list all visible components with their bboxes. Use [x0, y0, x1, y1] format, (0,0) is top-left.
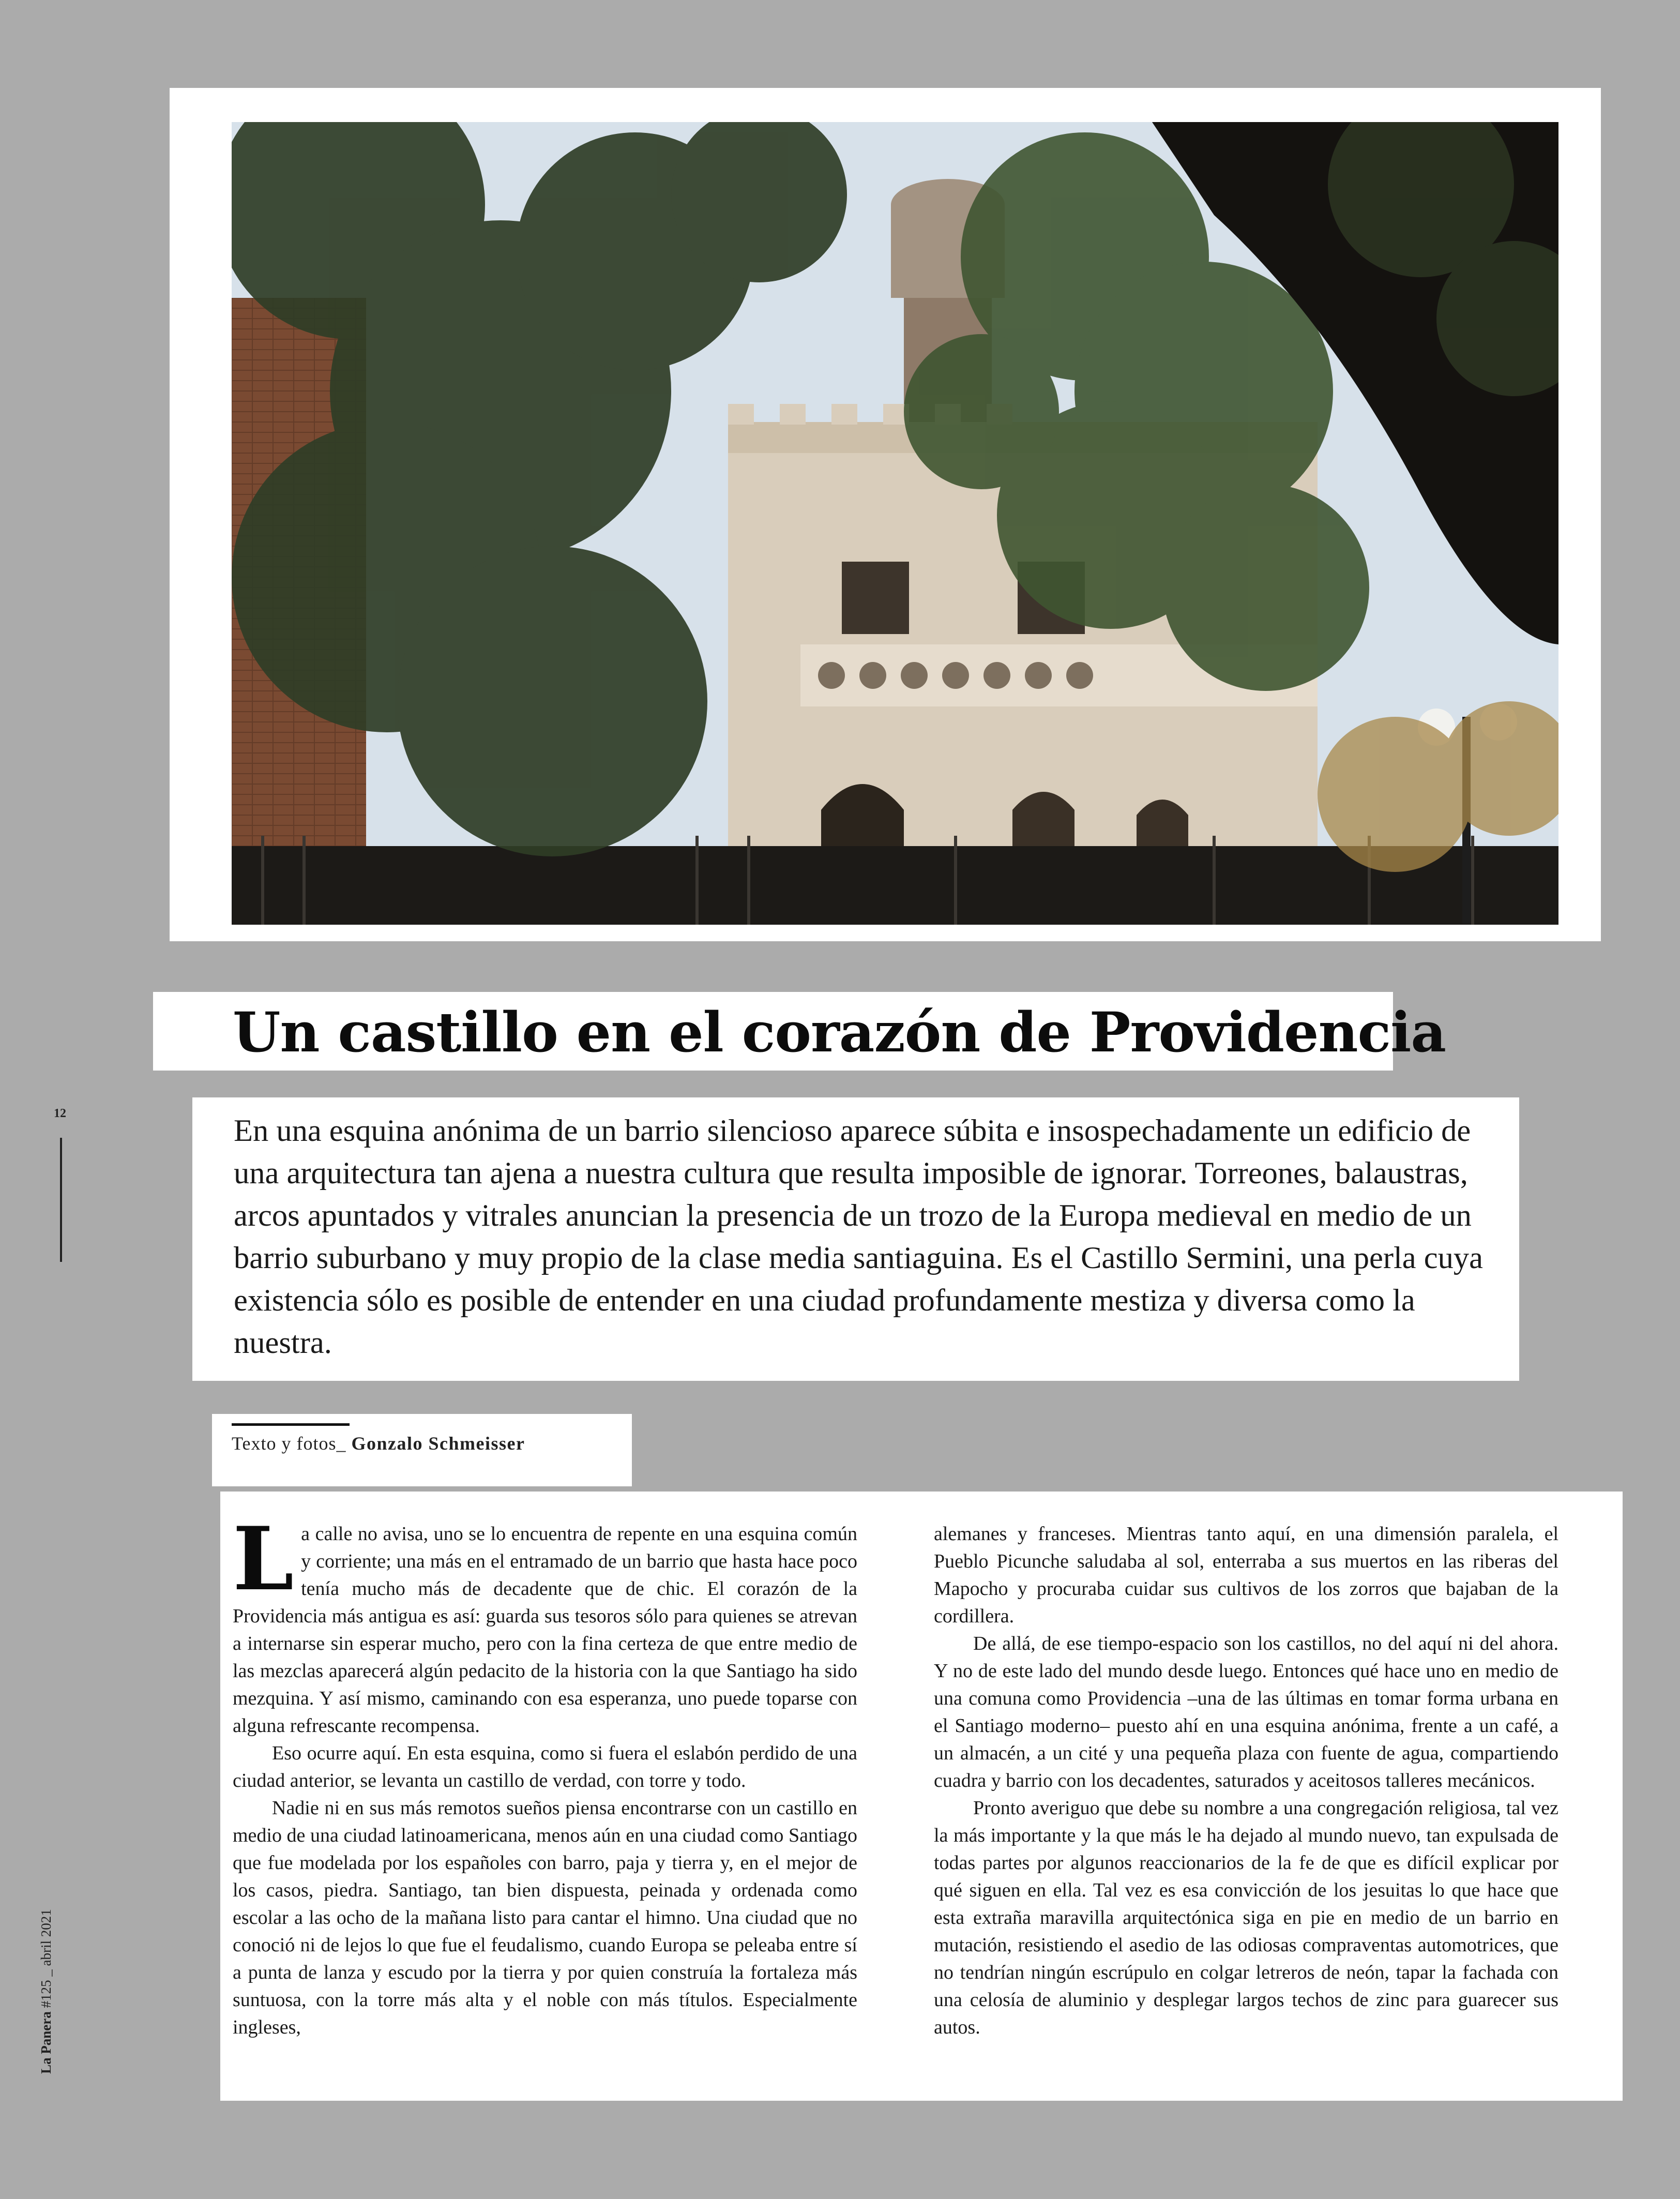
credit-rule	[232, 1423, 350, 1426]
title-box	[153, 992, 1446, 1071]
page-number: 12	[54, 1107, 66, 1120]
castle-photo	[232, 122, 1558, 925]
credit-line	[232, 1433, 525, 1454]
photo-frame	[170, 88, 1601, 941]
castle-illustration	[232, 122, 1558, 925]
credit-box	[212, 1414, 632, 1486]
body-paragraph: Pronto averiguo que debe su nombre a una congregación religiosa, tal vez la más importante y la que más le ha dejado al mundo nuevo, tan expulsada de todas partes por algunos reaccionarios de la fe de que es difícil explicar por qué siguen en ella. Tal vez es esa convicción de los jesuitas lo que hace que esta extraña maravilla arquitectónica siga en pie en medio de un barrio en mutación, resistiendo el asedio de las odiosas compraventas automotrices, que no tendrían ningún escrúpulo en colgar letreros de neón, tapar la fachada con una celosía de aluminio y desplegar largos techos de zinc para guarecer sus autos.	[934, 1797, 1558, 2038]
body-paragraph: alemanes y franceses. Mientras tanto aquí, en una dimensión paralela, el Pueblo Picunche saludaba al sol, enterraba a sus muertos en las riberas del Mapocho y procuraba cuidar sus cultivos de los zorros que bajaban de la cordillera.	[934, 1523, 1558, 1627]
body-paragraph-text: a calle no avisa, uno se lo encuentra de repente en una esquina común y corriente; una más en el entramado de un barrio que hasta hace poco tenía mucho más de decadente que de chic. El corazón de la Providencia más antigua es así: guarda sus tesoros sólo para quienes se atrevan a internarse sin esperar mucho, pero con la fina certeza de que entre medio de las mezclas aparecerá algún pedacito de la historia con la que Santiago ha sido mezquina. Y así mismo, caminando con esa esperanza, uno puede toparse con alguna refrescante recompensa.	[233, 1523, 857, 1737]
issue-number: #125	[38, 1980, 54, 2008]
credit-author: Gonzalo Schmeisser	[351, 1433, 525, 1454]
body-column-left	[233, 1508, 857, 2041]
article-body	[220, 1492, 1623, 2101]
lede-box	[192, 1097, 1519, 1381]
drop-cap: L	[233, 1508, 294, 1610]
magazine-name: La Panera	[38, 2011, 54, 2074]
issue-date: _ abril 2021	[38, 1909, 54, 1977]
page-rule	[60, 1138, 62, 1262]
credit-label: Texto y fotos_	[232, 1433, 346, 1454]
article-title: Un castillo en el corazón de Providencia	[233, 1000, 1446, 1064]
folio	[38, 1909, 54, 2074]
body-paragraph: Nadie ni en sus más remotos sueños piensa encontrarse con un castillo en medio de una ciudad latinoamericana, menos aún en una ciudad como Santiago que fue modelada por los españoles con barro, paja y tierra y, en el mejor de los casos, piedra. Santiago, tan bien dispuesta, peinada y ordenada como escolar a las ocho de la mañana listo para cantar el himno. Una ciudad que no conoció ni de lejos lo que fue el feudalismo, cuando Europa se peleaba entre sí a punta de lanza y escudo por la tierra y por quien construía la fortaleza más suntuosa, con la torre más alta y el noble con más títulos. Especialmente ingleses,	[233, 1797, 857, 2038]
body-paragraph: De allá, de ese tiempo-espacio son los castillos, no del aquí ni del ahora. Y no de este lado del mundo desde luego. Entonces qué hace uno en medio de una comuna como Providencia –una de las últimas en tomar forma urbana en el Santiago moderno– puesto ahí en una esquina anónima, frente a un café, a un almacén, a un cité y una pequeña plaza con fuente de agua, compartiendo cuadra y barrio con los decadentes, saturados y aceitosos talleres mecánicos.	[934, 1633, 1558, 1791]
body-column-right	[934, 1520, 1558, 2041]
body-paragraph: Eso ocurre aquí. En esta esquina, como si fuera el eslabón perdido de una ciudad anterior, se levanta un castillo de verdad, con torre y todo.	[233, 1742, 857, 1791]
article-lede: En una esquina anónima de un barrio silencioso aparece súbita e insospechadamente un edificio de una arquitectura tan ajena a nuestra cultura que resulta imposible de ignorar. Torreones, balaustras, arcos apuntados y vitrales anuncian la presencia de un trozo de la Europa medieval en medio de un barrio suburbano y muy propio de la clase media santiaguina. Es el Castillo Sermini, una perla cuya existencia sólo es posible de entender en una ciudad profundamente mestiza y diversa como la nuestra.	[234, 1113, 1483, 1360]
body-paragraph	[233, 1508, 857, 1740]
